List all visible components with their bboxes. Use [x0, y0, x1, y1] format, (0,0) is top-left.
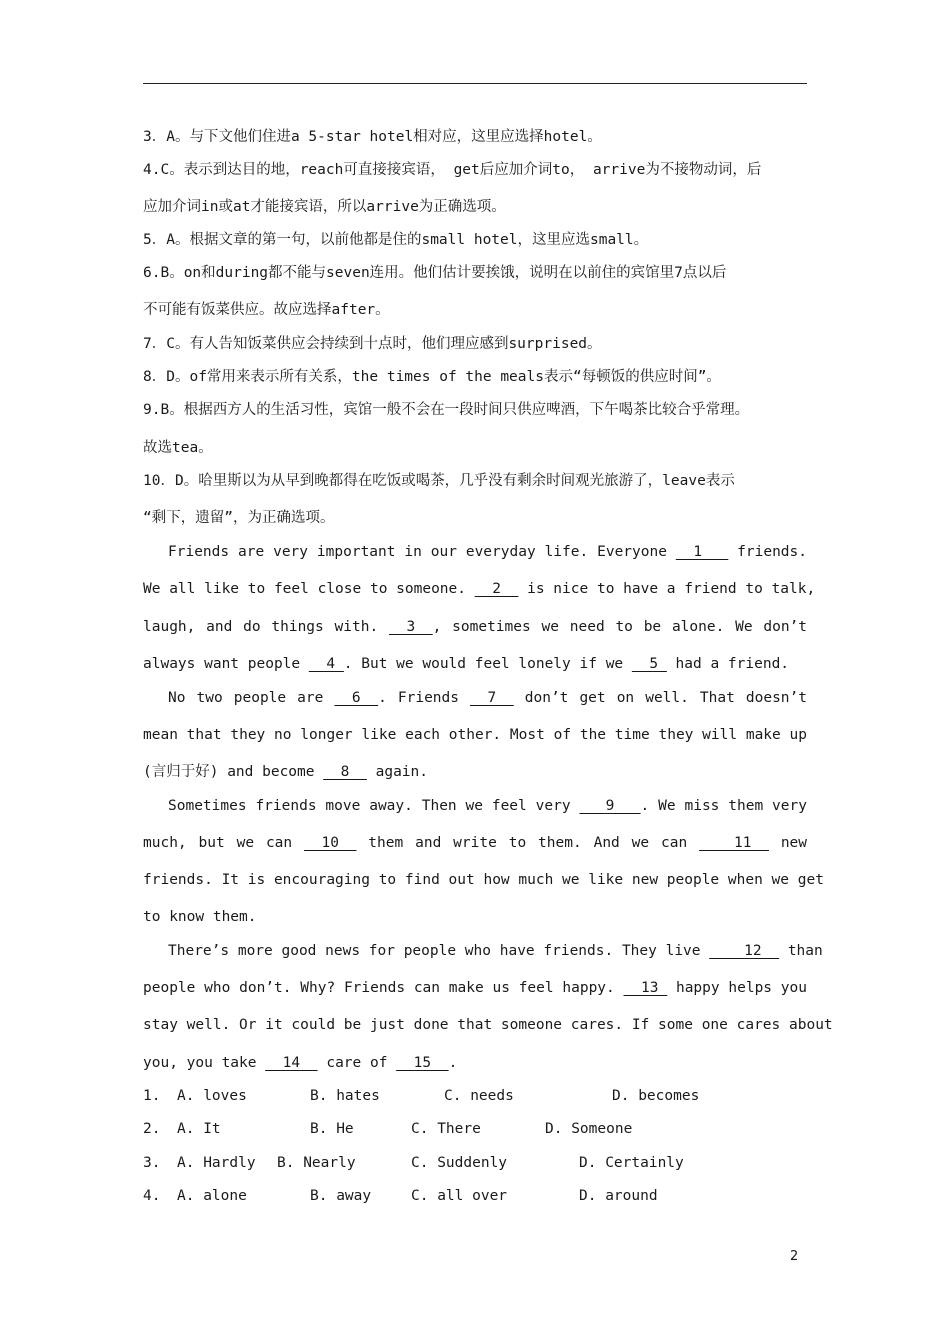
passage-line: Sometimes friends move away. Then we feel very ___9___. We miss them very: [168, 798, 807, 814]
blank-3: __3__: [388, 619, 433, 635]
blank-15: __15__: [396, 1055, 449, 1071]
option-a: A. Hardly: [177, 1155, 256, 1171]
explanation-6-line2: 不可能有饭菜供应。故应选择after。: [143, 302, 390, 318]
blank-6: __6__: [334, 690, 379, 706]
passage-line: There’s more good news for people who have friends. They live ____12__ than: [168, 943, 823, 959]
blank-1: __1___: [675, 544, 729, 560]
passage-line: friends. It is encouraging to find out how much we like new people when we get: [143, 872, 824, 888]
explanation-10-line2: “剩下，遗留”，为正确选项。: [143, 510, 335, 526]
option-b: B. hates: [310, 1088, 380, 1104]
blank-10: __10__: [304, 835, 357, 851]
passage-line: much, but we can __10__ them and write to them. And we can ____11__ new: [143, 835, 808, 851]
explanation-5: 5．A。根据文章的第一句，以前他都是住的small hotel，这里应选small。: [143, 232, 649, 248]
passage-line: Friends are very important in our everyday life. Everyone __1___ friends.: [168, 544, 807, 560]
blank-8: __8__: [323, 764, 367, 780]
passage-line: to know them.: [143, 909, 257, 925]
passage-line: people who don’t. Why? Friends can make us feel happy. __13_ happy helps you: [143, 980, 807, 996]
passage-line: stay well. Or it could be just done that someone cares. If some one cares about: [143, 1017, 833, 1033]
explanation-4-line2: 应加介词in或at才能接宾语，所以arrive为正确选项。: [143, 199, 506, 215]
blank-12: ____12__: [709, 943, 780, 959]
option-d: D. becomes: [612, 1088, 700, 1104]
explanation-10-line1: 10．D。哈里斯以为从早到晚都得在吃饭或喝茶，几乎没有剩余时间观光旅游了，leave表示: [143, 473, 735, 489]
option-c: C. Suddenly: [411, 1155, 508, 1171]
option-c: C. needs: [444, 1088, 514, 1104]
option-b: B. away: [310, 1188, 372, 1204]
passage-line: always want people __4_. But we would feel lonely if we __5_ had a friend.: [143, 656, 790, 672]
option-a: A. alone: [177, 1188, 247, 1204]
blank-11: ____11__: [699, 835, 769, 851]
explanation-9-line2: 故选tea。: [143, 440, 213, 456]
blank-7: __7__: [470, 690, 514, 706]
option-b: B. He: [310, 1121, 354, 1137]
blank-2: __2__: [474, 581, 519, 597]
blank-14: __14__: [265, 1055, 318, 1071]
explanation-8: 8．D。of常用来表示所有关系，the times of the meals表示“每顿饭的供应时间”。: [143, 369, 721, 385]
blank-13: __13_: [623, 980, 668, 996]
option-d: D. around: [579, 1188, 658, 1204]
header-rule: [143, 83, 807, 84]
explanation-4-line1: 4.C。表示到达目的地，reach可直接接宾语， get后应加介词to， arrive为不接物动词，后: [143, 162, 762, 178]
option-a: A. It: [177, 1121, 221, 1137]
option-c: C. all over: [411, 1188, 508, 1204]
option-d: D. Someone: [545, 1121, 633, 1137]
passage-line: mean that they no longer like each other. Most of the time they will make up: [143, 727, 807, 743]
page-number: 2: [790, 1249, 799, 1264]
passage-line: No two people are __6__. Friends __7__ don’t get on well. That doesn’t: [168, 690, 807, 706]
passage-line: (言归于好) and become __8__ again.: [143, 764, 428, 780]
explanation-6-line1: 6.B。on和during都不能与seven连用。他们估计要挨饿，说明在以前住的宾馆里7点以后: [143, 265, 727, 281]
explanation-9-line1: 9.B。根据西方人的生活习性，宾馆一般不会在一段时间只供应啤酒，下午喝茶比较合乎常理。: [143, 402, 750, 418]
option-c: C. There: [411, 1121, 481, 1137]
question-number: 1.: [143, 1088, 161, 1104]
question-number: 4.: [143, 1188, 161, 1204]
option-d: D. Certainly: [579, 1155, 684, 1171]
question-number: 3.: [143, 1155, 161, 1171]
blank-5: __5_: [631, 656, 667, 672]
option-b: B. Nearly: [277, 1155, 356, 1171]
passage-line: you, you take __14__ care of __15__.: [143, 1055, 458, 1071]
option-a: A. loves: [177, 1088, 247, 1104]
explanation-3: 3．A。与下文他们住进a 5-star hotel相对应，这里应选择hotel。: [143, 129, 602, 145]
explanation-7: 7．C。有人告知饭菜供应会持续到十点时，他们理应感到surprised。: [143, 336, 602, 352]
blank-4: __4_: [308, 656, 344, 672]
passage-line: laugh, and do things with. __3__, sometimes we need to be alone. We don’t: [143, 619, 808, 635]
passage-line: We all like to feel close to someone. __2__ is nice to have a friend to talk,: [143, 581, 816, 597]
blank-9: ___9___: [579, 798, 641, 814]
question-number: 2.: [143, 1121, 161, 1137]
